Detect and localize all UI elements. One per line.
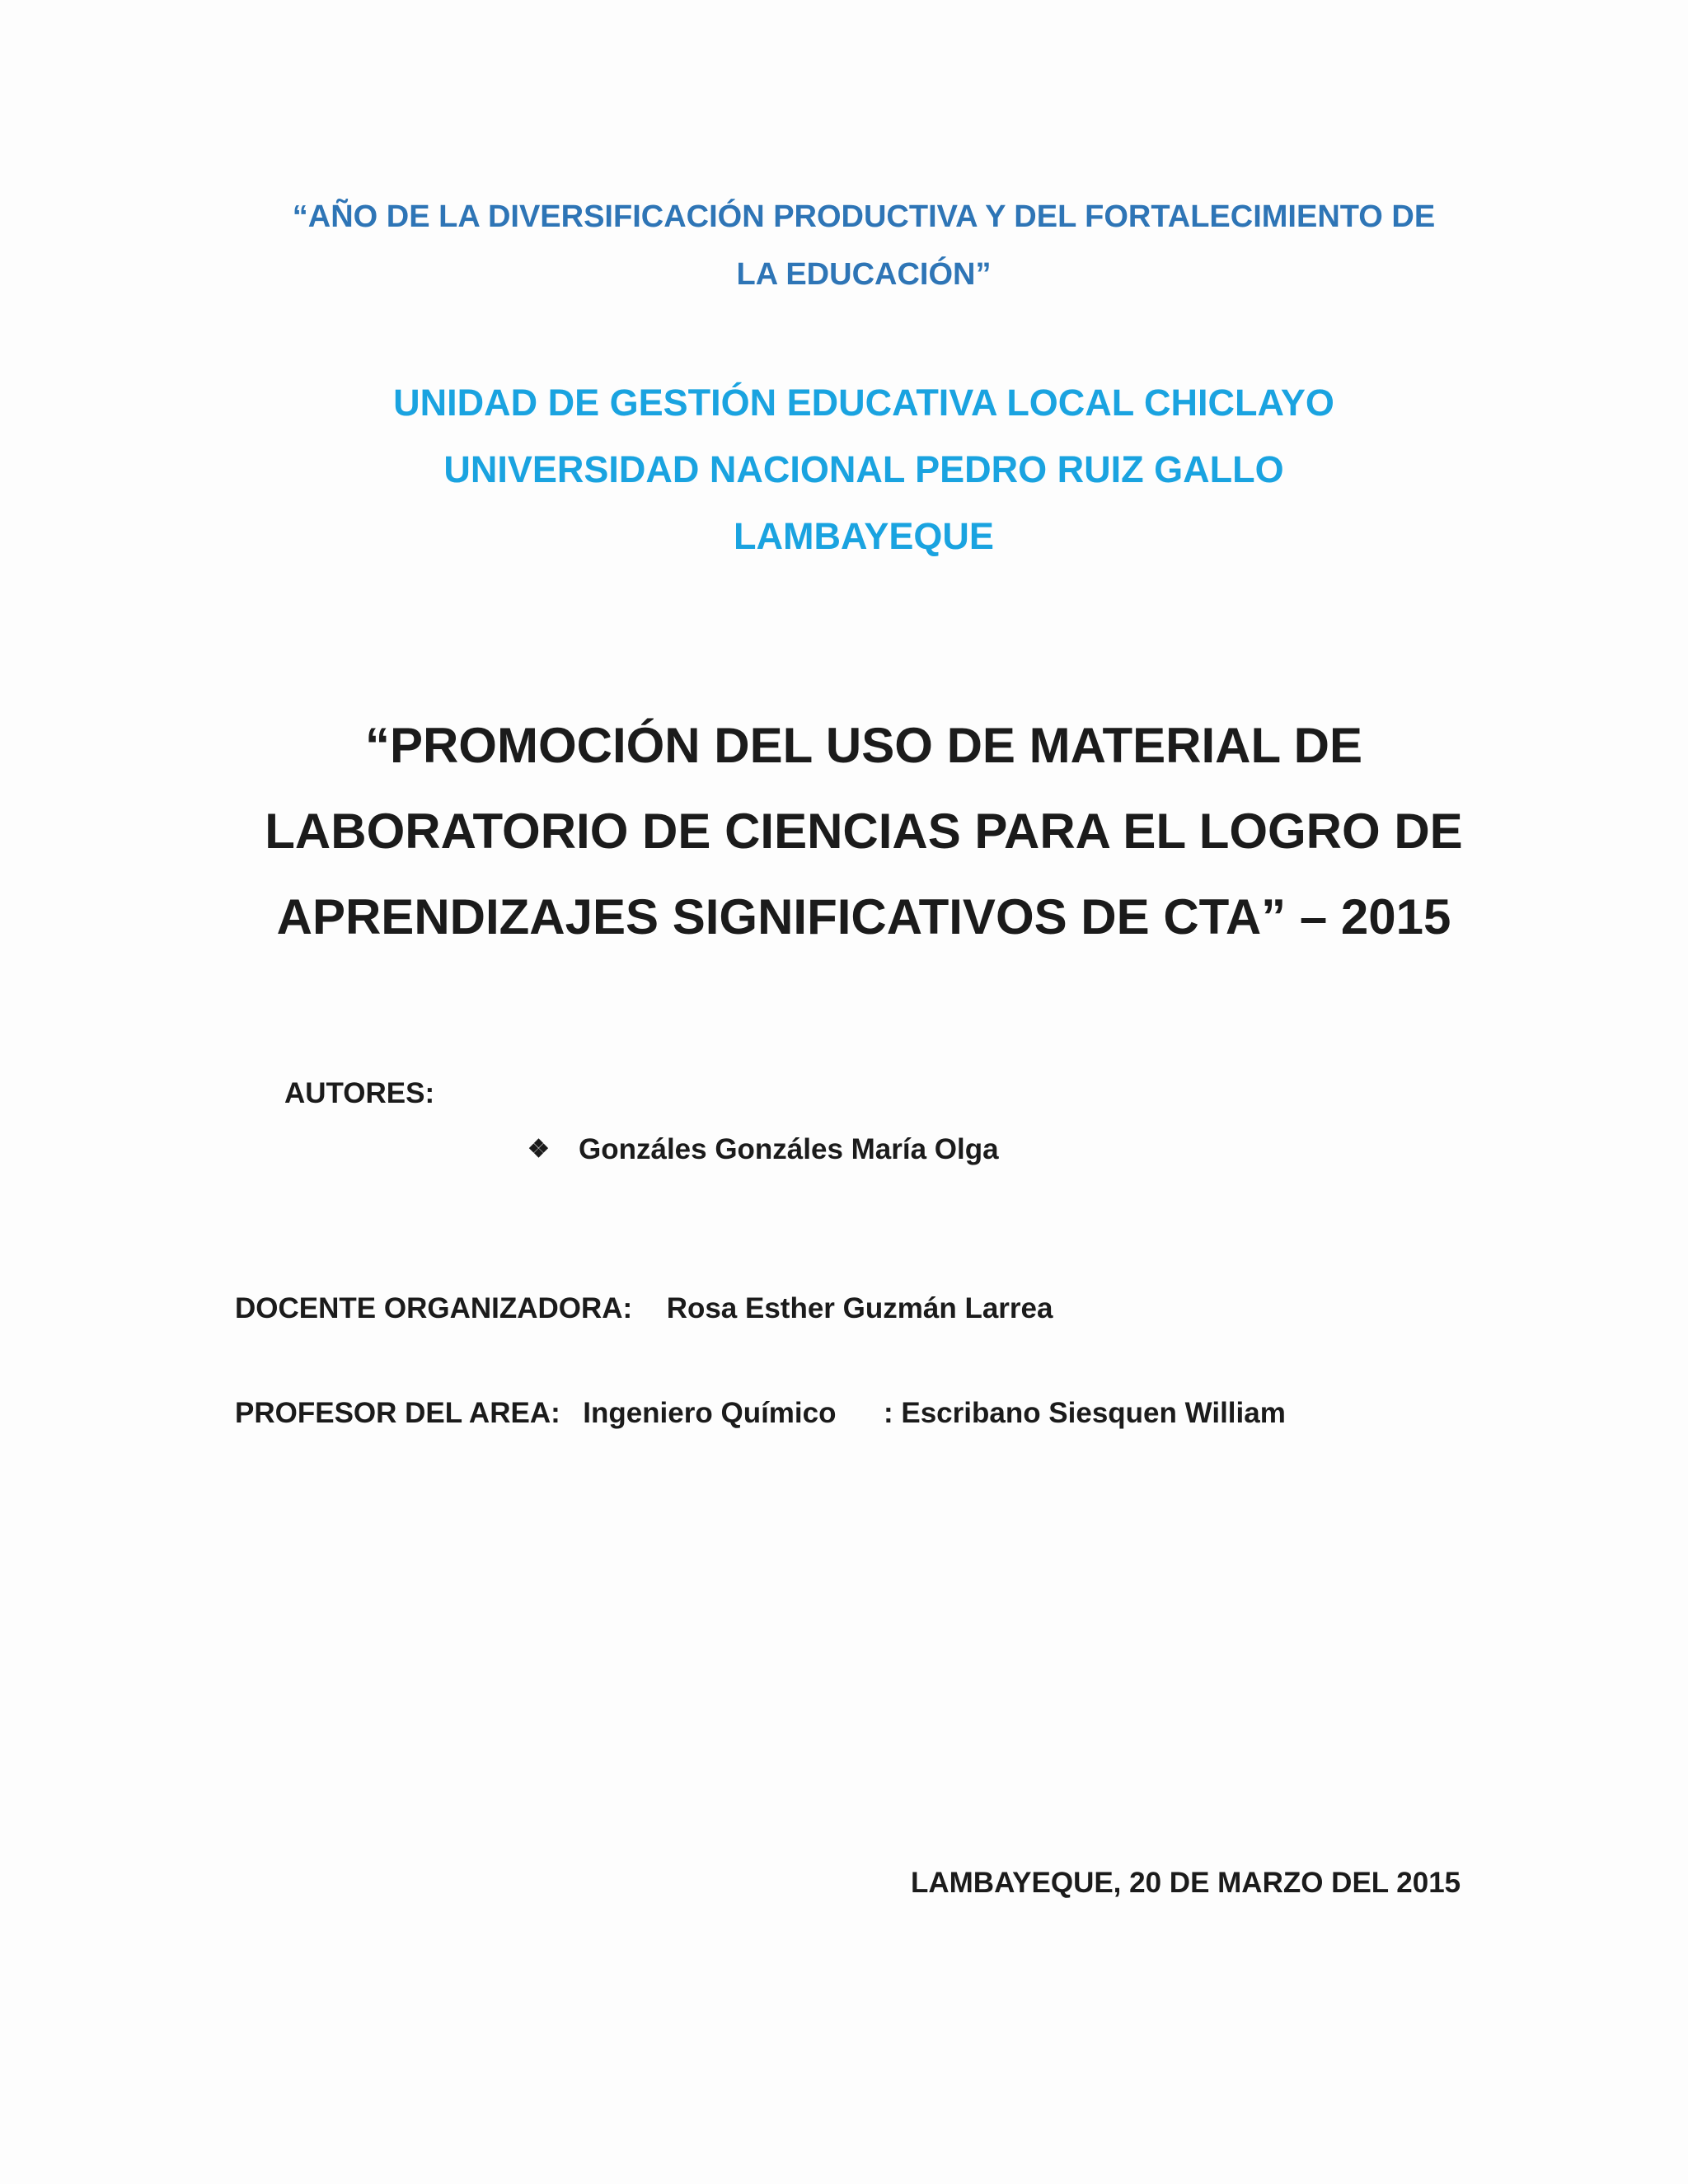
author-name: Gonzáles Gonzáles María Olga (579, 1133, 999, 1165)
year-motto (247, 188, 1480, 303)
year-motto-line-1: “AÑO DE LA DIVERSIFICACIÓN PRODUCTIVA Y DEL FORTALECIMIENTO DE (292, 199, 1436, 234)
diamond-bullet-icon: ❖ (528, 1136, 550, 1163)
institutions-block (247, 369, 1480, 569)
institution-city: LAMBAYEQUE (734, 515, 994, 557)
year-motto-line-2: LA EDUCACIÓN” (736, 257, 992, 292)
profesor-role: Ingeniero Químico (583, 1397, 837, 1429)
title-line-2: LABORATORIO DE CIENCIAS PARA EL LOGRO DE (265, 804, 1463, 859)
title-line-1: “PROMOCIÓN DEL USO DE MATERIAL DE (364, 718, 1363, 773)
institution-ugel: UNIDAD DE GESTIÓN EDUCATIVA LOCAL CHICLAYO (393, 382, 1334, 424)
place-date: LAMBAYEQUE, 20 DE MARZO DEL 2015 (911, 1867, 1461, 1899)
docente-name: Rosa Esther Guzmán Larrea (666, 1292, 1053, 1324)
profesor-line (235, 1395, 1286, 1432)
docente-label: DOCENTE ORGANIZADORA: (235, 1292, 633, 1324)
institution-university: UNIVERSIDAD NACIONAL PEDRO RUIZ GALLO (443, 448, 1284, 490)
document-title (247, 703, 1480, 960)
title-line-3: APRENDIZAJES SIGNIFICATIVOS DE CTA” – 2015 (276, 889, 1451, 944)
authors-label: AUTORES: (284, 1077, 435, 1109)
author-list-item (528, 1132, 999, 1168)
profesor-label: PROFESOR DEL AREA: (235, 1397, 560, 1429)
docente-line (235, 1291, 1053, 1327)
profesor-name: : Escribano Siesquen William (883, 1397, 1286, 1429)
